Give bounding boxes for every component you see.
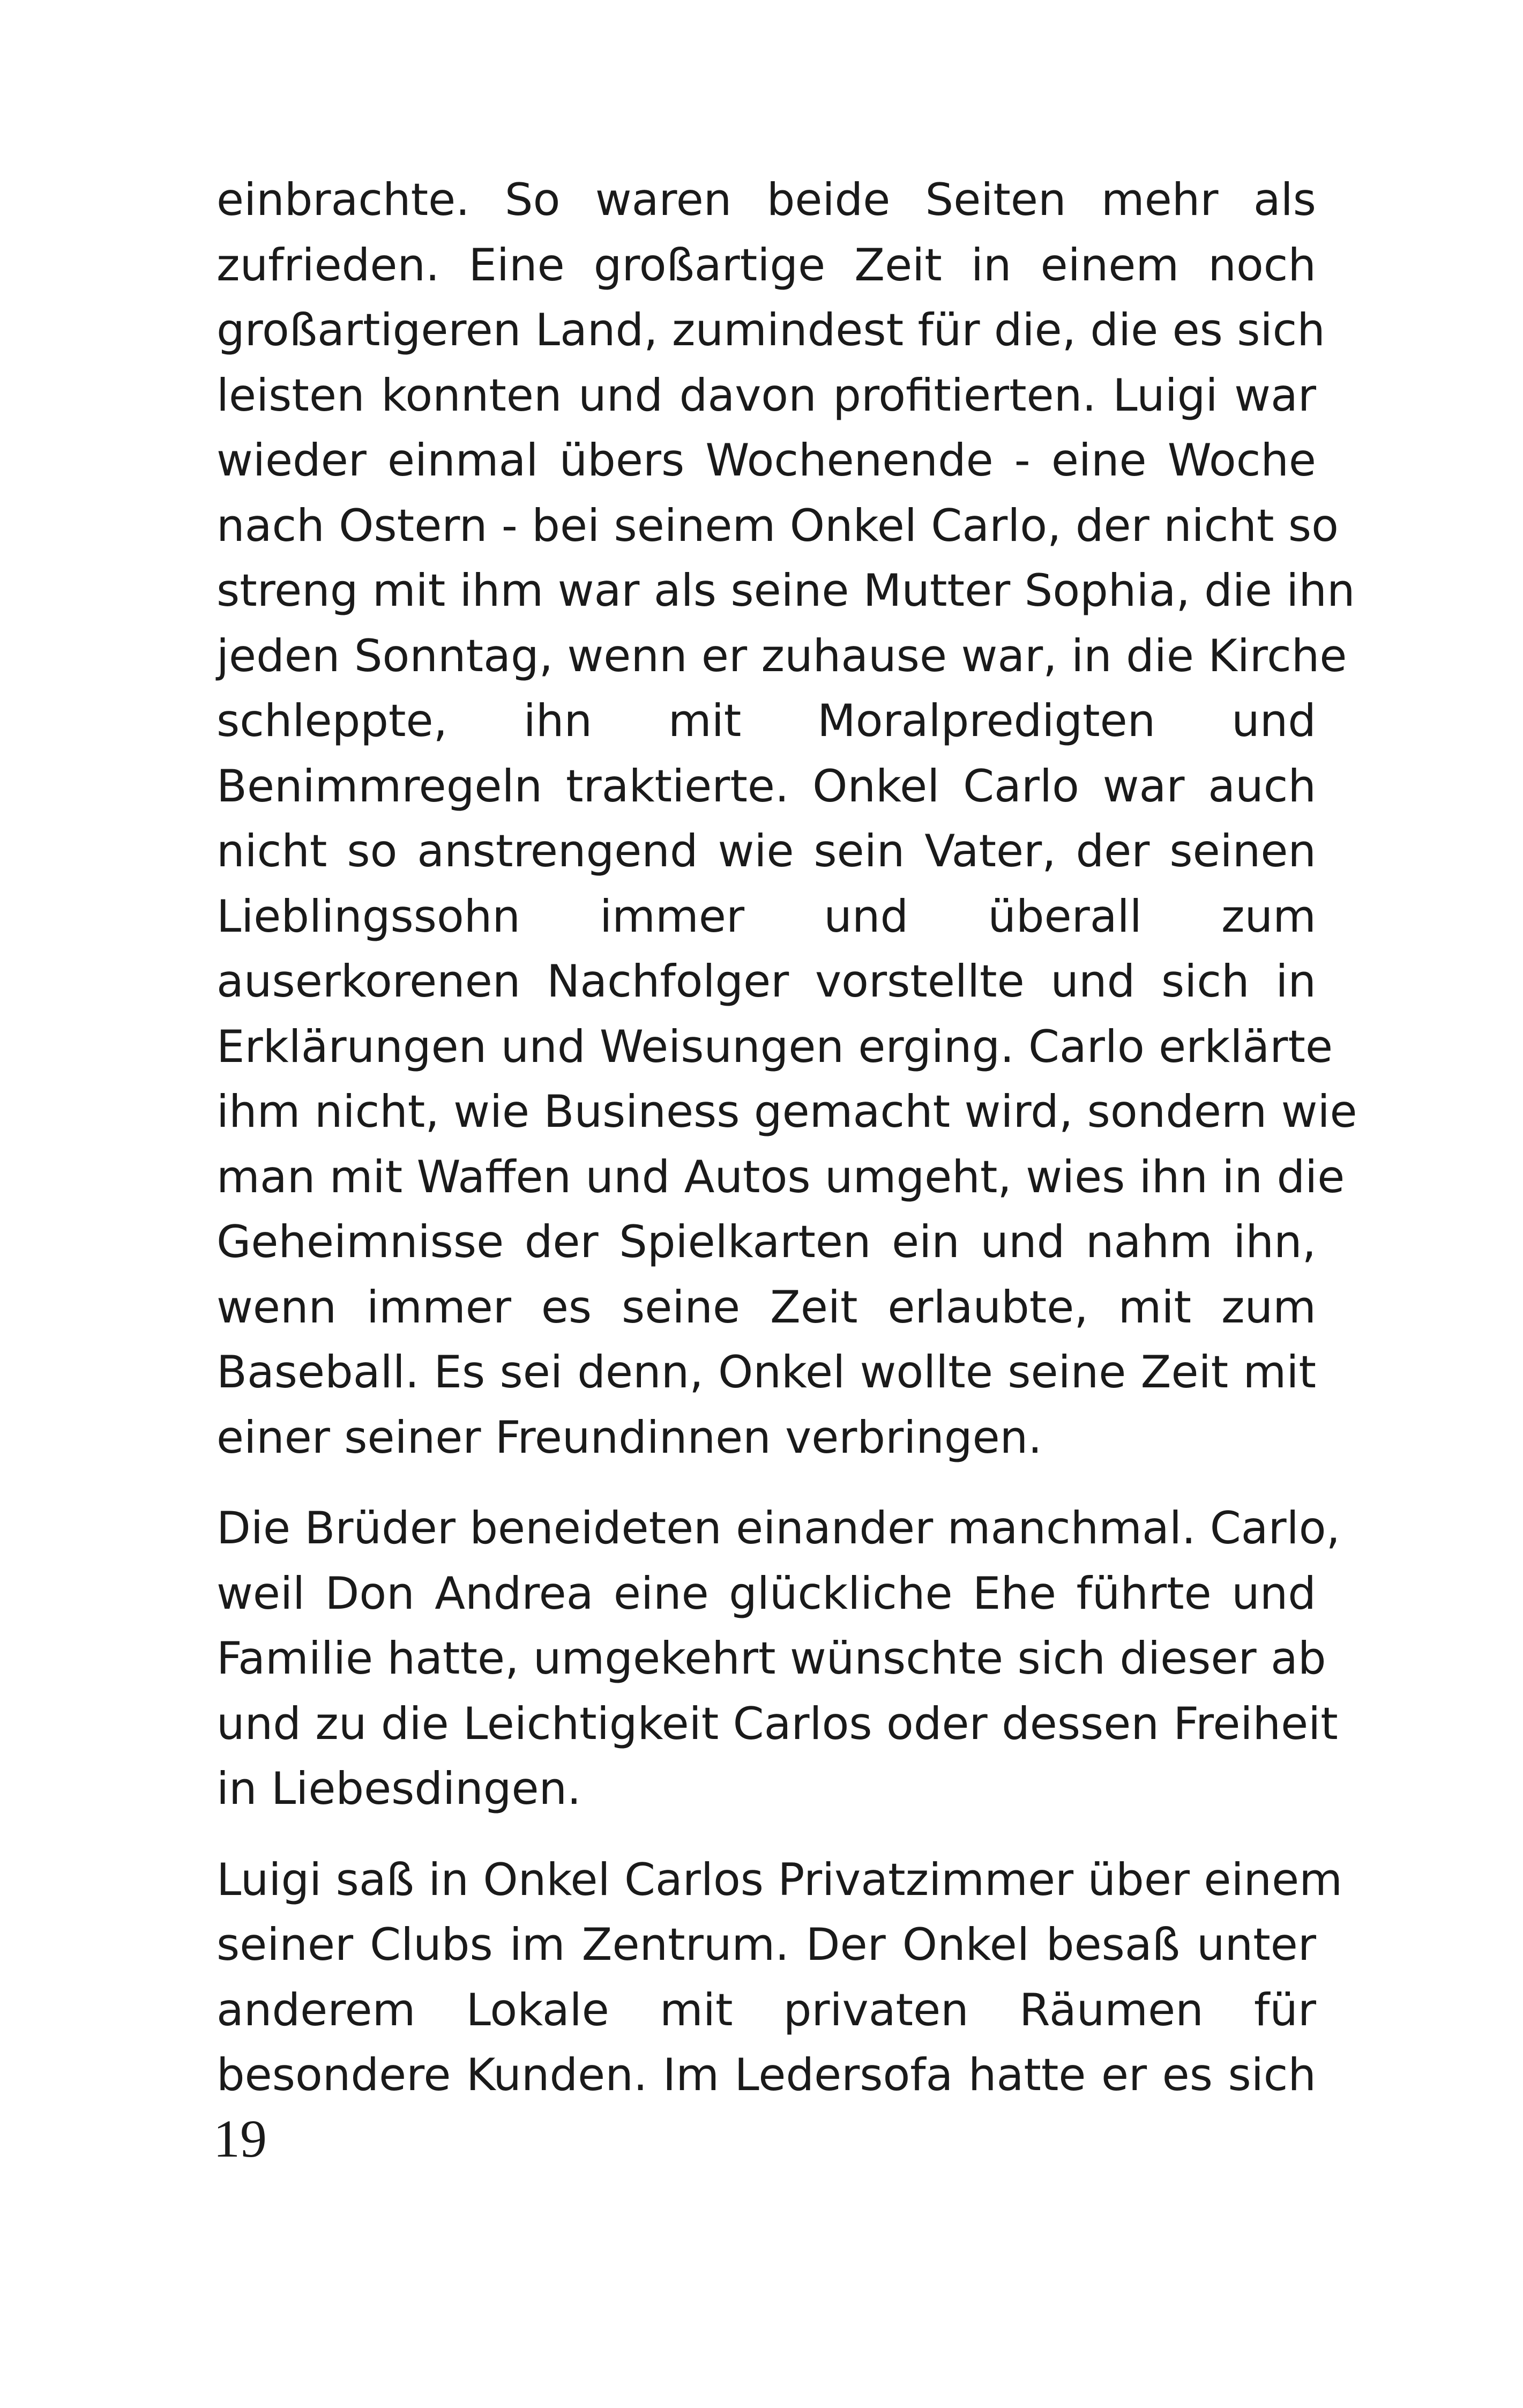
body-text: [216, 167, 1357, 2134]
text-line: einbrachte. So waren beide Seiten mehr als: [216, 174, 1316, 226]
text-line: wenn immer es seine Zeit erlaubte, mit zum: [216, 1281, 1316, 1333]
text-line: nach Ostern - bei seinem Onkel Carlo, der nicht so: [216, 499, 1339, 552]
text-line: ihm nicht, wie Business gemacht wird, sondern wie: [216, 1086, 1357, 1138]
text-line: Luigi saß in Onkel Carlos Privatzimmer über einem: [216, 1853, 1343, 1906]
text-line: Familie hatte, umgekehrt wünschte sich dieser ab: [216, 1632, 1326, 1684]
text-line: Baseball. Es sei denn, Onkel wollte seine Zeit mit: [216, 1346, 1316, 1398]
text-line: man mit Waffen und Autos umgeht, wies ihn in die: [216, 1150, 1345, 1203]
paragraph: [216, 167, 1357, 1470]
text-line: Die Brüder beneideten einander manchmal. Carlo,: [216, 1502, 1340, 1554]
text-line: Benimmregeln traktierte. Onkel Carlo war auch: [216, 760, 1316, 812]
text-line: weil Don Andrea eine glückliche Ehe führte und: [216, 1567, 1316, 1619]
text-line: zufrieden. Eine großartige Zeit in einem noch: [216, 239, 1316, 291]
text-line: Erklärungen und Weisungen erging. Carlo erklärte: [216, 1020, 1333, 1073]
text-line: einer seiner Freundinnen verbringen.: [216, 1411, 1042, 1463]
paragraph: [216, 1847, 1343, 2108]
text-line: Lieblingssohn immer und überall zum: [216, 890, 1316, 942]
text-line: schleppte, ihn mit Moralpredigten und: [216, 695, 1316, 747]
text-line: in Liebesdingen.: [216, 1763, 581, 1815]
text-line: streng mit ihm war als seine Mutter Sophia, die ihn: [216, 564, 1355, 616]
text-line: seiner Clubs im Zentrum. Der Onkel besaß unter: [216, 1919, 1316, 1971]
text-line: jeden Sonntag, wenn er zuhause war, in die Kirche: [216, 629, 1347, 682]
text-line: auserkorenen Nachfolger vorstellte und sich in: [216, 955, 1316, 1007]
page-number: 19: [213, 2109, 267, 2168]
text-line: nicht so anstrengend wie sein Vater, der seinen: [216, 825, 1316, 877]
text-line: und zu die Leichtigkeit Carlos oder dessen Freiheit: [216, 1697, 1338, 1750]
paragraph: [216, 1496, 1340, 1822]
text-line: anderem Lokale mit privaten Räumen für: [216, 1983, 1316, 2036]
text-line: Geheimnisse der Spielkarten ein und nahm ihn,: [216, 1216, 1316, 1268]
text-line: leisten konnten und davon profitierten. Luigi war: [216, 369, 1316, 421]
text-line: besondere Kunden. Im Ledersofa hatte er es sich: [216, 2049, 1316, 2101]
text-line: wieder einmal übers Wochenende - eine Woche: [216, 434, 1316, 486]
text-line: großartigeren Land, zumindest für die, die es sich: [216, 304, 1325, 356]
